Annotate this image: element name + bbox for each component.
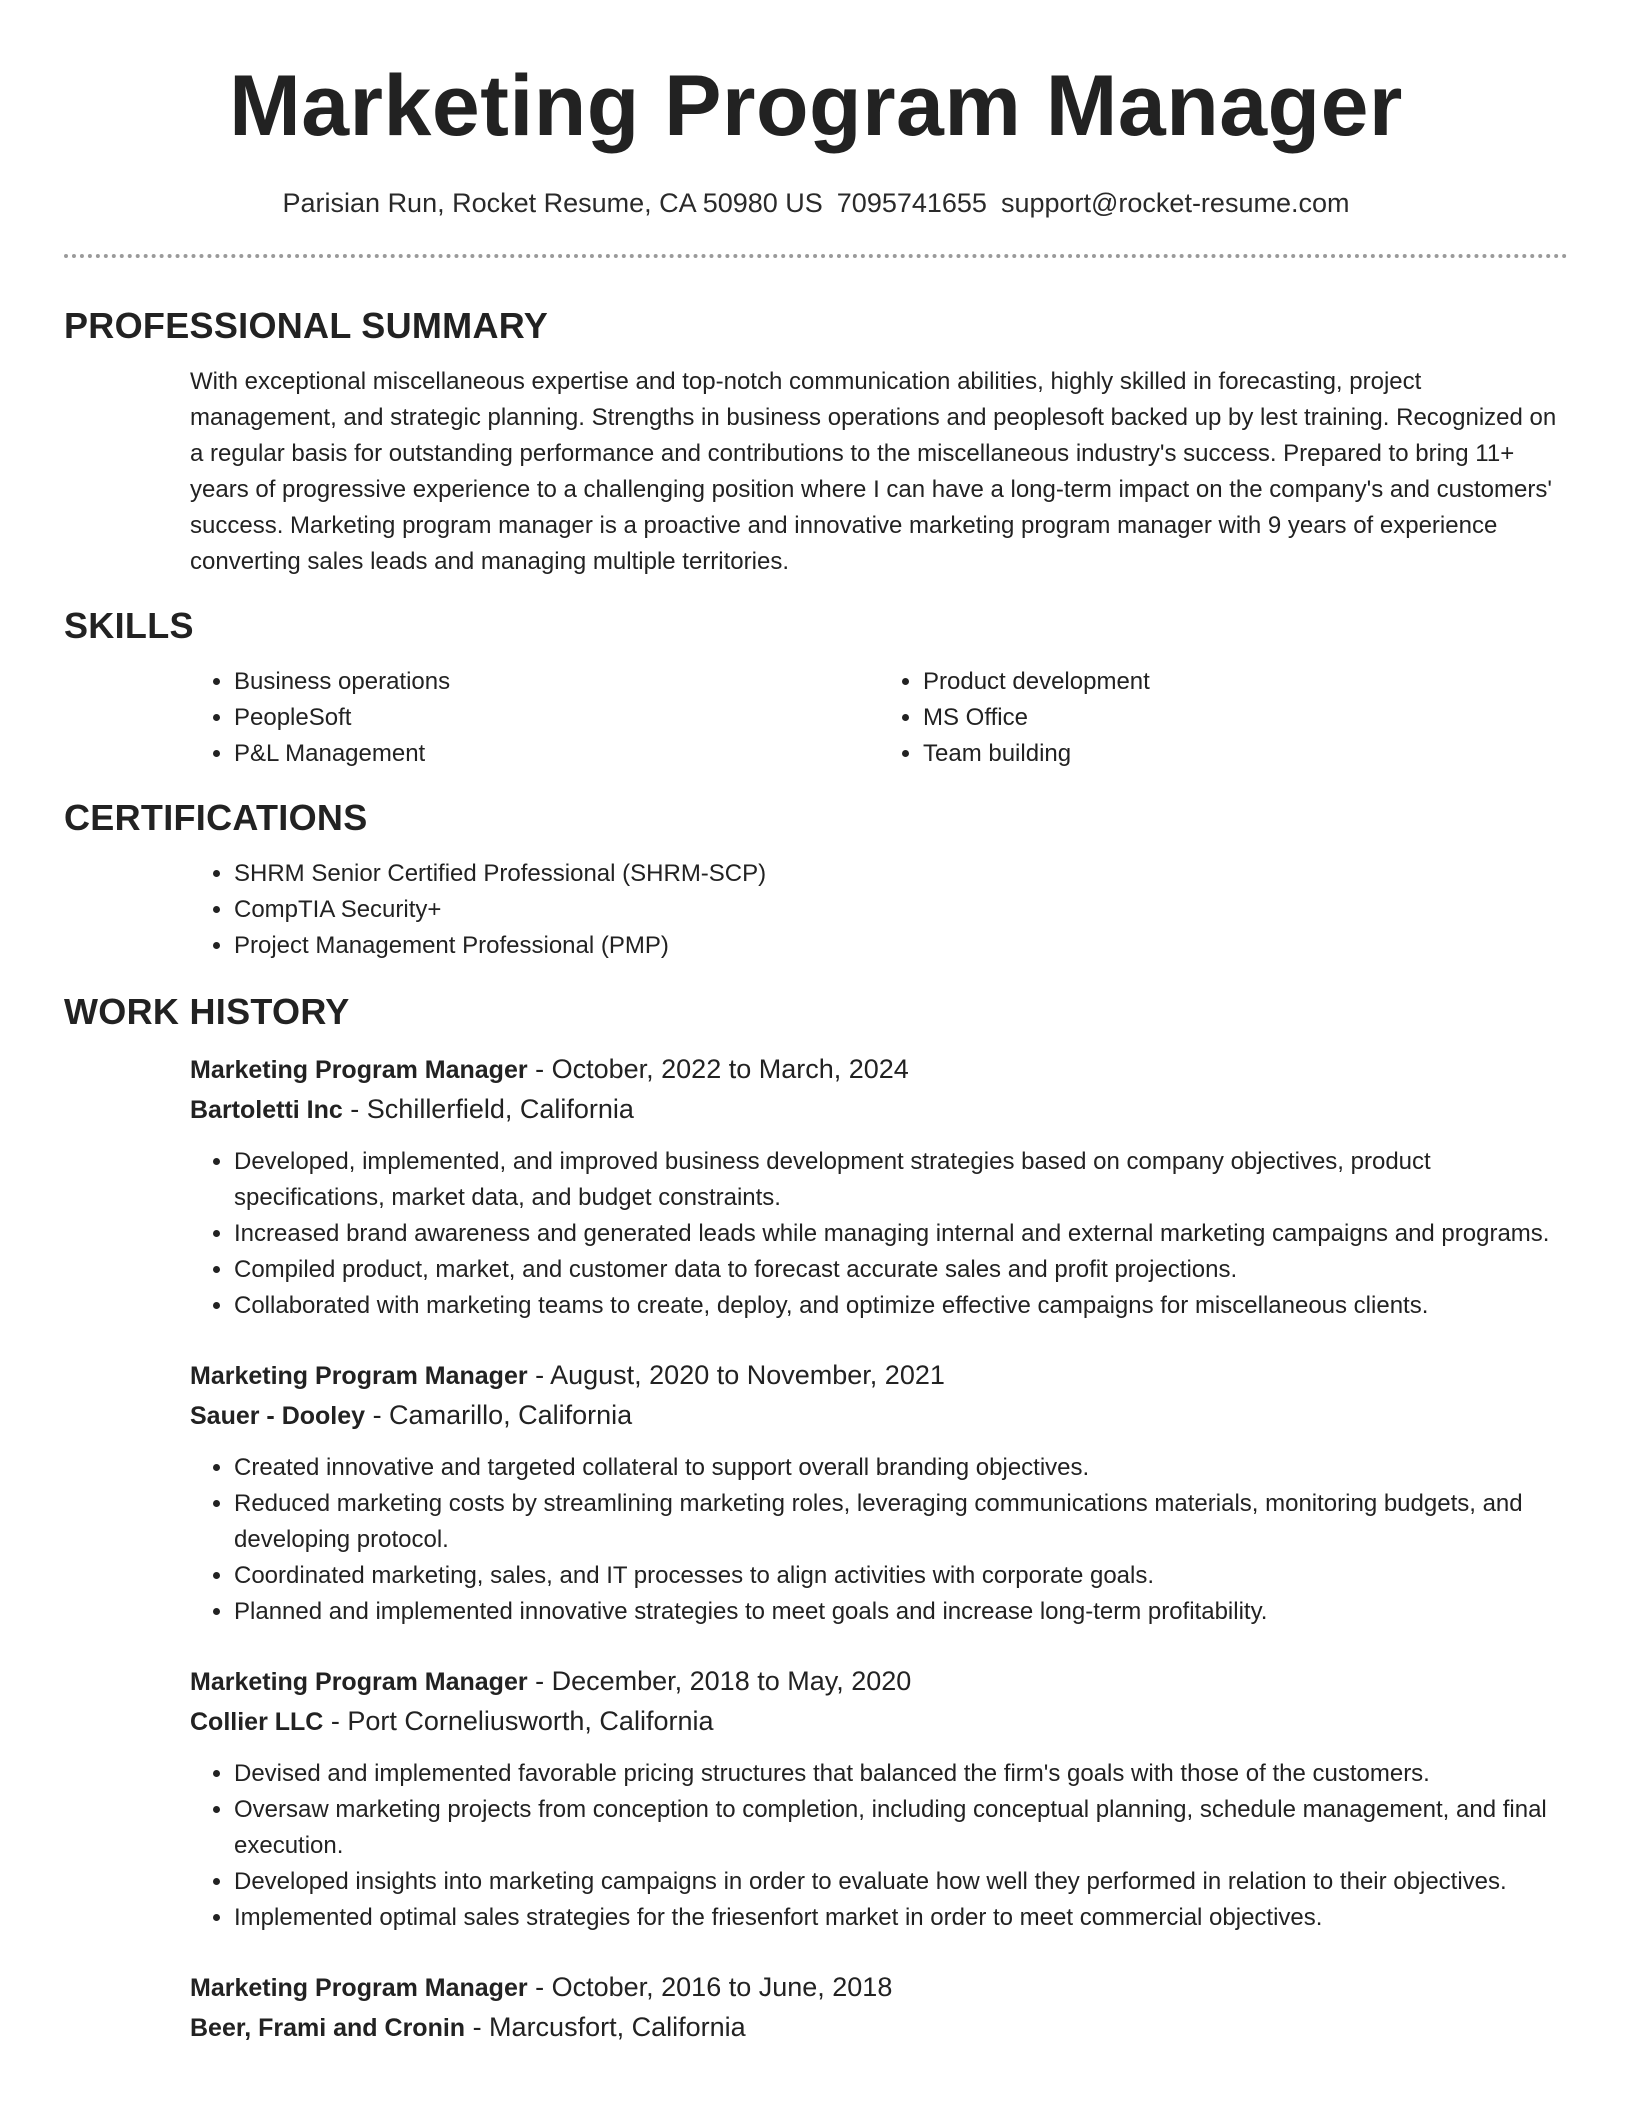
certifications-list xyxy=(190,856,1568,964)
header-divider xyxy=(64,254,1568,258)
skills-list-right xyxy=(879,664,1568,772)
job-company-line xyxy=(190,2008,1568,2048)
skills-list-left xyxy=(190,664,879,772)
job-bullet: • Reduced marketing costs by streamlining marketing roles, leveraging communications materials, monitoring budgets, and developing protocol. xyxy=(234,1486,1568,1558)
job-title-line xyxy=(190,1662,1568,1702)
job-dates: - October, 2016 to June, 2018 xyxy=(527,1972,893,2002)
job-entry xyxy=(190,1662,1568,1936)
job-title-line xyxy=(190,1356,1568,1396)
job-location: - Port Corneliusworth, California xyxy=(323,1706,714,1736)
job-location: - Marcusfort, California xyxy=(465,2012,746,2042)
job-company-line xyxy=(190,1090,1568,1130)
contact-phone: 7095741655 xyxy=(836,188,987,218)
job-title: Marketing Program Manager xyxy=(190,1362,528,1390)
job-company: Collier LLC xyxy=(190,1708,324,1736)
skill-item: • PeopleSoft xyxy=(234,700,879,736)
job-bullet: • Collaborated with marketing teams to create, deploy, and optimize effective campaigns for miscellaneous clients. xyxy=(234,1288,1568,1324)
certifications-section xyxy=(64,796,1568,964)
job-entry xyxy=(190,1356,1568,1630)
certification-item: • SHRM Senior Certified Professional (SHRM-SCP) xyxy=(234,856,1568,892)
job-bullet: • Created innovative and targeted collateral to support overall branding objectives. xyxy=(234,1450,1568,1486)
job-title: Marketing Program Manager xyxy=(190,1974,528,2002)
job-bullet: • Coordinated marketing, sales, and IT processes to align activities with corporate goals. xyxy=(234,1558,1568,1594)
job-entry xyxy=(190,1968,1568,2048)
job-entry xyxy=(190,1050,1568,1324)
job-bullet: • Increased brand awareness and generated leads while managing internal and external marketing campaigns and programs. xyxy=(234,1216,1568,1252)
contact-line xyxy=(64,186,1568,220)
skills-section xyxy=(64,604,1568,772)
contact-address: Parisian Run, Rocket Resume, CA 50980 US xyxy=(282,188,823,218)
skill-item: • Product development xyxy=(923,664,1568,700)
job-title-line xyxy=(190,1050,1568,1090)
job-company-line xyxy=(190,1702,1568,1742)
job-title: Marketing Program Manager xyxy=(190,1056,528,1084)
work-section xyxy=(64,990,1568,2048)
skill-item: • Business operations xyxy=(234,664,879,700)
skill-item: • P&L Management xyxy=(234,736,879,772)
job-location: - Schillerfield, California xyxy=(342,1094,634,1124)
job-bullet: • Planned and implemented innovative strategies to meet goals and increase long-term profitability. xyxy=(234,1594,1568,1630)
job-bullet: • Developed, implemented, and improved business development strategies based on company objectives, product specifications, market data, and budget constraints. xyxy=(234,1144,1568,1216)
job-dates: - December, 2018 to May, 2020 xyxy=(527,1666,912,1696)
certifications-heading: CERTIFICATIONS xyxy=(64,797,368,838)
job-bullets xyxy=(190,1144,1568,1324)
job-bullet: • Developed insights into marketing campaigns in order to evaluate how well they performed in relation to their objectives. xyxy=(234,1864,1568,1900)
job-company: Beer, Frami and Cronin xyxy=(190,2014,466,2042)
skill-item: • MS Office xyxy=(923,700,1568,736)
resume-title: Marketing Program Manager xyxy=(229,58,1403,154)
skills-columns xyxy=(190,664,1568,772)
skills-heading: SKILLS xyxy=(64,605,194,646)
job-bullet: • Oversaw marketing projects from conception to completion, including conceptual planning, schedule management, and final execution. xyxy=(234,1792,1568,1864)
job-dates: - October, 2022 to March, 2024 xyxy=(527,1054,909,1084)
job-bullet: • Devised and implemented favorable pricing structures that balanced the firm's goals with those of the customers. xyxy=(234,1756,1568,1792)
job-company-line xyxy=(190,1396,1568,1436)
certification-item: • Project Management Professional (PMP) xyxy=(234,928,1568,964)
job-title: Marketing Program Manager xyxy=(190,1668,528,1696)
work-heading: WORK HISTORY xyxy=(64,991,350,1032)
job-company: Bartoletti Inc xyxy=(190,1096,343,1124)
summary-heading: PROFESSIONAL SUMMARY xyxy=(64,305,549,346)
job-bullets xyxy=(190,1450,1568,1630)
job-bullets xyxy=(190,1756,1568,1936)
job-title-line xyxy=(190,1968,1568,2008)
certification-item: • CompTIA Security+ xyxy=(234,892,1568,928)
job-bullet: • Implemented optimal sales strategies for the friesenfort market in order to meet commercial objectives. xyxy=(234,1900,1568,1936)
job-location: - Camarillo, California xyxy=(365,1400,633,1430)
summary-text: With exceptional miscellaneous expertise and top-notch communication abilities, highly skilled in forecasting, project management, and strategic planning. Strengths in business operations and peoplesoft backed up by lest training. Recognized on a regular basis for outstanding performance and contributions to the miscellaneous industry's success. Prepared to bring 11+ years of progressive experience to a challenging position where I can have a long-term impact on the company's and customers' success. Marketing program manager is a proactive and innovative marketing program manager with 9 years of experience converting sales leads and managing multiple territories. xyxy=(190,368,1557,575)
job-dates: - August, 2020 to November, 2021 xyxy=(527,1360,945,1390)
skill-item: • Team building xyxy=(923,736,1568,772)
job-company: Sauer - Dooley xyxy=(190,1402,366,1430)
job-bullet: • Compiled product, market, and customer data to forecast accurate sales and profit projections. xyxy=(234,1252,1568,1288)
contact-email: support@rocket-resume.com xyxy=(1000,188,1350,218)
summary-section xyxy=(64,304,1568,580)
